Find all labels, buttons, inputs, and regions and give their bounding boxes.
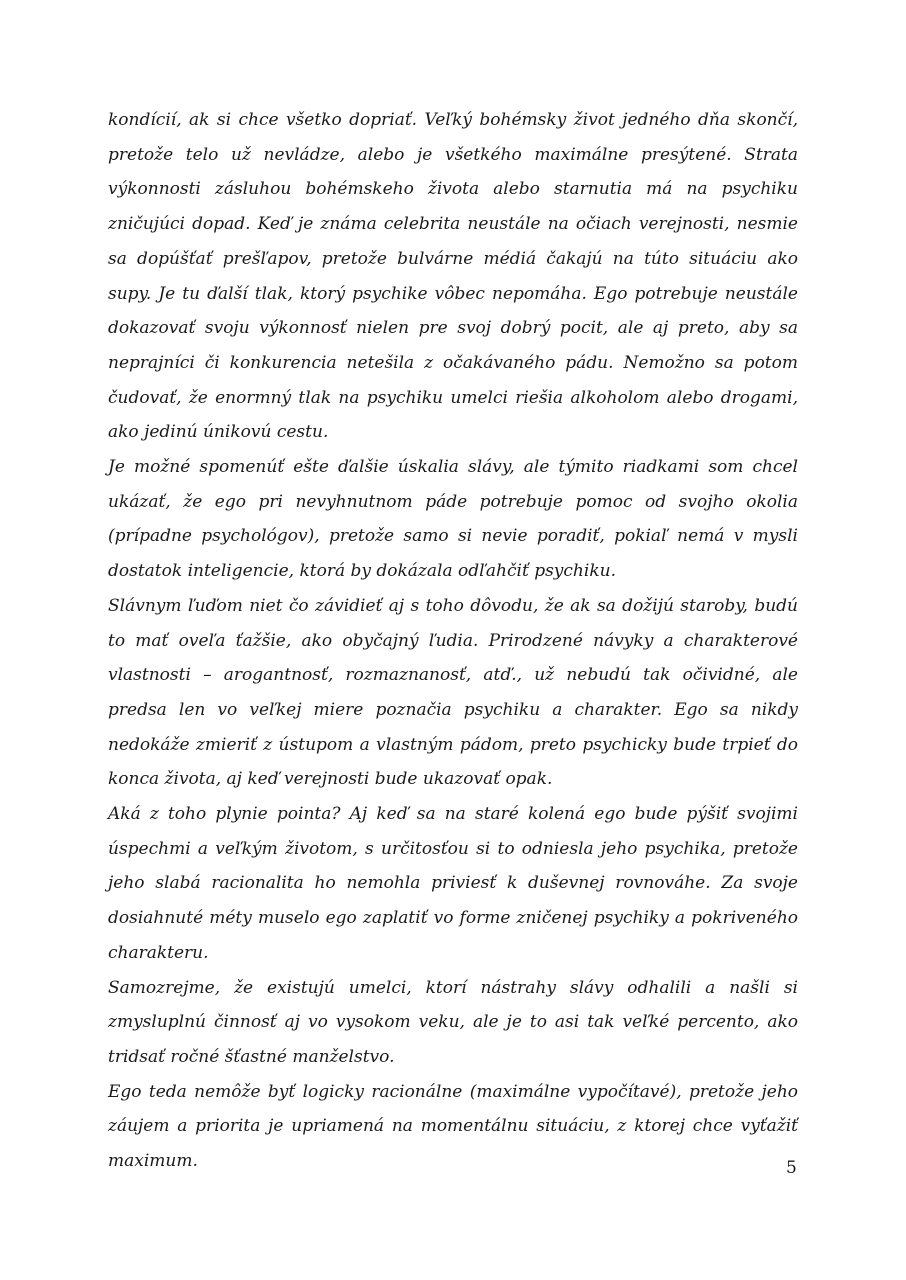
body-text — [108, 103, 798, 1179]
paragraph-4: Aká z toho plynie pointa? Aj keď sa na staré kolená ego bude pýšiť svojimi úspechmi a veľkým životom, s určitosťou si to odniesla jeho psychika, pretože jeho slabá racionalita ho nemohla priviesť k duševnej rovnováhe. Za svoje dosiahnuté méty muselo ego zaplatiť vo forme zničenej psychiky a pokriveného charakteru. — [108, 804, 798, 963]
paragraph-5: Samozrejme, že existujú umelci, ktorí nástrahy slávy odhalili a našli si zmysluplnú činnosť aj vo vysokom veku, ale je to asi tak veľké percento, ako tridsať ročné šťastné manželstvo. — [108, 977, 798, 1067]
page-number: 5 — [786, 1158, 797, 1178]
paragraph-3: Slávnym ľuďom niet čo závidieť aj s toho dôvodu, že ak sa dožijú staroby, budú to mať oveľa ťažšie, ako obyčajný ľudia. Prirodzené návyky a charakterové vlastnosti – arogantnosť, rozmaznanosť, atď., už nebudú tak očividné, ale predsa len vo veľkej miere poznačia psychiku a charakter. Ego sa nikdy nedokáže zmieriť z ústupom a vlastným pádom, preto psychicky bude trpieť do konca života, aj keď verejnosti bude ukazovať opak. — [108, 595, 798, 790]
paragraph-1: kondícií, ak si chce všetko dopriať. Veľký bohémsky život jedného dňa skončí, pretože telo už nevládze, alebo je všetkého maximálne presýtené. Strata výkonnosti zásluhou bohémskeho života alebo starnutia má na psychiku zničujúci dopad. Keď je známa celebrita neustále na očiach verejnosti, nesmie sa dopúšťať prešľapov, pretože bulvárne médiá čakajú na túto situáciu ako supy. Je tu ďalší tlak, ktorý psychike vôbec nepomáha. Ego potrebuje neustále dokazovať svoju výkonnosť nielen pre svoj dobrý pocit, ale aj preto, aby sa neprajníci či konkurencia netešila z očakávaného pádu. Nemožno sa potom čudovať, že enormný tlak na psychiku umelci riešia alkoholom alebo drogami, ako jedinú únikovú cestu. — [108, 110, 798, 443]
paragraph-6: Ego teda nemôže byť logicky racionálne (maximálne vypočítavé), pretože jeho záujem a priorita je upriamená na momentálnu situáciu, z ktorej chce vyťažiť maximum. — [108, 1081, 798, 1172]
paragraph-2: Je možné spomenúť ešte ďalšie úskalia slávy, ale týmito riadkami som chcel ukázať, že ego pri nevyhnutnom páde potrebuje pomoc od svojho okolia (prípadne psychológov), pretože samo si nevie poradiť, pokiaľ nemá v mysli dostatok inteligencie, ktorá by dokázala odľahčiť psychiku. — [108, 457, 798, 582]
